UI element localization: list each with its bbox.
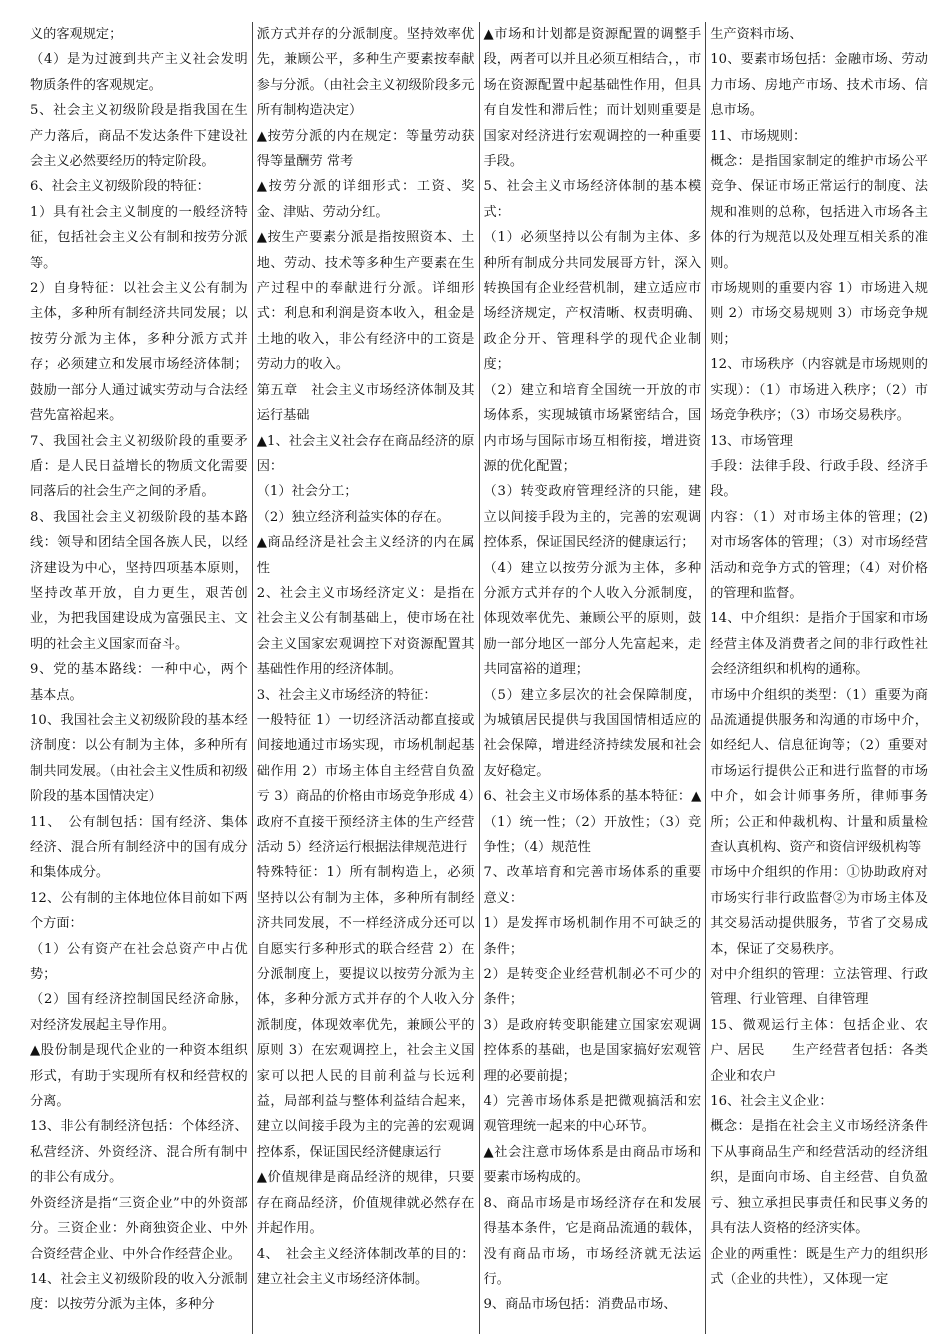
paragraph: 企业的两重性：既是生产力的组织形式（企业的共性），又体现一定 — [710, 1246, 928, 1287]
paragraph: 11、 公有制包括：国有经济、集体经济、混合所有制经济中的国有成分和集体成分。 — [30, 814, 248, 881]
paragraph: ▲按劳分派的详细形式：工资、奖金、津贴、劳动分红。 — [256, 179, 475, 220]
paragraph: 特殊特征：1）所有制构造上，必须坚持以公有制为主体，多种所有制经济共同发展，不一样经济成分还可以自愿实行多种形式的联合经营 2）在分派制度上，要提议以按劳分派为主体，多种分派方式并存的个人收入分派制度，体现效率优先，兼顾公平的原则 3）在宏观调控上，社会主义国家可以把人民的目前利益与长远利益，局部利益与整体利益结合起来，建立以间接手段为主的完善的宏观调控体系，保证国民经济健康运行 — [256, 865, 475, 1160]
paragraph: （1）必须坚持以公有制为主体、多种所有制成分共同发展哥方针，深入转换国有企业经营机制，建立适应市场经济规定，产权清晰、权责明确、政企分开、管理科学的现代企业制度； — [483, 230, 702, 373]
paragraph: 10、我国社会主义初级阶段的基本经济制度：以公有制为主体，多种所有制共同发展。（由社会主义性质和初级阶段的基本国情决定） — [30, 712, 248, 805]
paragraph: 3）是政府转变职能建立国家宏观调控体系的基础，也是国家搞好宏观管理的必要前提； — [483, 1017, 702, 1084]
paragraph: 16、社会主义企业： — [710, 1094, 833, 1110]
paragraph: 14、中介组织：是指介于国家和市场经营主体及消费者之间的非行政性社会经济组织和机构的通称。 — [710, 611, 928, 678]
paragraph: （4）是为过渡到共产主义社会发明物质条件的客观规定。 — [30, 52, 248, 93]
paragraph: 概念：是指在社会主义市场经济条件下从事商品生产和经营活动的经济组织，是面向市场、自主经营、自负盈亏、独立承担民事责任和民事义务的具有法人资格的经济实体。 — [710, 1119, 928, 1237]
paragraph: 8、商品市场是市场经济存在和发展得基本条件，它是商品流通的载体，没有商品市场，市场经济就无法运行。 — [483, 1195, 702, 1287]
column-1 — [26, 22, 252, 1334]
paragraph: 生产资料市场、 — [710, 27, 803, 42]
paragraph: 13、市场管理 — [710, 433, 793, 449]
column-4 — [705, 22, 932, 1334]
paragraph: 义的客观规定； — [30, 27, 123, 42]
paragraph: 1）是发挥市场机制作用不可缺乏的条件； — [483, 916, 702, 957]
paragraph: （2）建立和培育全国统一开放的市场体系，实现城镇市场紧密结合，国内市场与国际市场互相衔接，增进资源的优化配置； — [483, 382, 702, 474]
paragraph: 外资经济是指“三资企业”中的外资部分。三资企业：外商独资企业、中外合资经营企业、中外合作经营企业。 — [30, 1195, 248, 1262]
paragraph: 12、市场秩序（内容就是市场规则的实现）：（1）市场进入秩序；（2）市场竞争秩序；（3）市场交易秩序。 — [710, 357, 928, 424]
paragraph: 市场中介组织的作用：①协助政府对市场实行非行政监督②为市场主体及其交易活动提供服务，节省了交易成本，保证了交易秩序。 — [710, 865, 928, 957]
text-columns — [26, 22, 932, 1334]
paragraph: （1）社会分工； — [256, 484, 358, 500]
paragraph: 2、社会主义市场经济定义：是指在社会主义公有制基础上，使市场在社会主义国家宏观调控下对资源配置其基础性作用的经济体制。 — [256, 585, 475, 678]
paragraph: （5）建立多层次的社会保障制度，为城镇居民提供与我国国情相适应的社会保障，增进经济持续发展和社会友好稳定。 — [483, 687, 702, 779]
paragraph: （4）建立以按劳分派为主体，多种分派方式并存的个人收入分派制度，体现效率优先、兼顾公平的原则，鼓励一部分地区一部分人先富起来，走共同富裕的道理； — [483, 560, 702, 678]
paragraph: 15、微观运行主体：包括企业、农户、居民 生产经营者包括：各类企业和农户 — [710, 1017, 928, 1084]
paragraph: 7、我国社会主义初级阶段的重要矛盾：是人民日益增长的物质文化需要同落后的社会生产之间的矛盾。 — [30, 433, 248, 500]
paragraph: 4）完善市场体系是把微观搞活和宏观管理统一起来的中心环节。 — [483, 1094, 702, 1135]
paragraph: 第五章 社会主义市场经济体制及其运行基础 — [256, 382, 475, 424]
paragraph: （2）国有经济控制国民经济命脉，对经济发展起主导作用。 — [30, 992, 248, 1033]
paragraph: 1）具有社会主义制度的一般经济特征，包括社会主义公有制和按劳分派等。 — [30, 204, 248, 271]
paragraph: 2）自身特征：以社会主义公有制为主体，多种所有制经济共同发展；以按劳分派为主体，多种分派方式并存；必须建立和发展市场经济体制；鼓励一部分人通过诚实劳动与合法经营先富裕起来。 — [30, 281, 248, 424]
paragraph: ▲按生产要素分派是指按照资本、土地、劳动、技术等多种生产要素在生产过程中的奉献进行分派。详细形式：利息和利润是资本收入，租金是土地的收入，非公有经济中的工资是劳动力的收入。 — [256, 230, 475, 373]
paragraph: （2）独立经济利益实体的存在。 — [256, 509, 450, 525]
paragraph: 13、非公有制经济包括：个体经济、私营经济、外资经济、混合所有制中的非公有成分。 — [30, 1119, 248, 1186]
paragraph: 手段：法律手段、行政手段、经济手段。 — [710, 458, 928, 500]
paragraph: ▲价值规律是商品经济的规律，只要存在商品经济，价值规律就必然存在并起作用。 — [256, 1170, 475, 1237]
paragraph: ▲市场和计划都是资源配置的调整手段，两者可以并且必须互相结合，，市场在资源配置中起基础性作用，但具有自发性和滞后性；而计划则重要是国家对经济进行宏观调控的一种重要手段。 — [483, 27, 702, 170]
paragraph: ▲1、社会主义社会存在商品经济的原因： — [256, 433, 475, 474]
paragraph: 14、社会主义初级阶段的收入分派制度：以按劳分派为主体，多种分 — [30, 1271, 248, 1313]
paragraph: ▲按劳分派的内在规定：等量劳动获得等量酬劳 常考 — [256, 128, 475, 170]
paragraph: 9、商品市场包括：消费品市场、 — [483, 1297, 677, 1313]
paragraph: ▲商品经济是社会主义经济的内在属性 — [256, 535, 475, 576]
paragraph: 2）是转变企业经营机制必不可少的条件； — [483, 967, 702, 1008]
paragraph: 5、社会主义市场经济体制的基本模式： — [483, 179, 702, 220]
paragraph: 派方式并存的分派制度。坚持效率优先，兼顾公平，多种生产要素按奉献参与分派。（由社会主义初级阶段多元所有制构造决定） — [256, 27, 475, 119]
paragraph: 7、改革培育和完善市场体系的重要意义： — [483, 865, 702, 906]
paragraph: 12、公有制的主体地位体目前如下两个方面： — [30, 890, 248, 932]
paragraph: 3、社会主义市场经济的特征： — [256, 687, 437, 703]
paragraph: （3）转变政府管理经济的只能，建立以间接手段为主的，完善的宏观调控体系，保证国民经济的健康运行； — [483, 484, 702, 551]
column-2 — [252, 22, 479, 1334]
paragraph: 市场规则的重要内容 1）市场进入规则 2）市场交易规则 3）市场竞争规则； — [710, 281, 928, 347]
paragraph: ▲股份制是现代企业的一种资本组织形式，有助于实现所有权和经营权的分离。 — [30, 1043, 248, 1110]
paragraph: （1）公有资产在社会总资产中占优势； — [30, 941, 248, 983]
paragraph: 6、社会主义市场体系的基本特征：▲（1）统一性；（2）开放性；（3）竞争性；（4）规范性 — [483, 789, 702, 855]
paragraph: 6、社会主义初级阶段的特征： — [30, 179, 210, 195]
paragraph: 市场中介组织的类型：（1）重要为商品流通提供服务和沟通的市场中介，如经纪人、信息征询等；（2）重要对市场运行提供公正和进行监督的市场中介，如会计师事务所，律师事务所；公正和仲裁机构、计量和质量检查认真机构、资产和资信评级机构等 — [710, 687, 928, 855]
paragraph: 8、我国社会主义初级阶段的基本路线：领导和团结全国各族人民，以经济建设为中心，坚持四项基本原则，坚持改革开放，自力更生，艰苦创业，为把我国建设成为富强民主、文明的社会主义国家而奋斗。 — [30, 509, 248, 652]
paragraph: 10、要素市场包括：金融市场、劳动力市场、房地产市场、技术市场、信息市场。 — [710, 52, 928, 119]
paragraph: 11、市场规则： — [710, 128, 807, 144]
paragraph: 9、党的基本路线：一种中心，两个基本点。 — [30, 662, 248, 703]
column-3 — [479, 22, 706, 1334]
paragraph: 4、 社会主义经济体制改革的目的：建立社会主义市场经济体制。 — [256, 1246, 475, 1287]
paragraph: 概念：是指国家制定的维护市场公平竞争、保证市场正常运行的制度、法规和准则的总称，包括进入市场各主体的行为规范以及处理互相关系的准则。 — [710, 154, 928, 271]
paragraph: 对中介组织的管理：立法管理、行政管理、行业管理、自律管理 — [710, 967, 928, 1008]
paragraph: 一般特征 1）一切经济活动都直接或间接地通过市场实现，市场机制起基础作用 2）市场主体自主经营自负盈亏 3）商品的价格由市场竞争形成 4）政府不直接干预经济主体的生产经营活动 5）经济运行根据法律规范进行 — [256, 712, 475, 855]
paragraph: 内容：（1）对市场主体的管理；(2)对市场客体的管理；（3）对市场经营活动和竞争方式的管理；（4）对价格的管理和监督。 — [710, 509, 928, 601]
paragraph: 5、社会主义初级阶段是指我国在生产力落后，商品不发达条件下建设社会主义必然要经历的特定阶段。 — [30, 103, 248, 170]
paragraph: ▲社会注意市场体系是由商品市场和要素市场构成的。 — [483, 1144, 702, 1186]
